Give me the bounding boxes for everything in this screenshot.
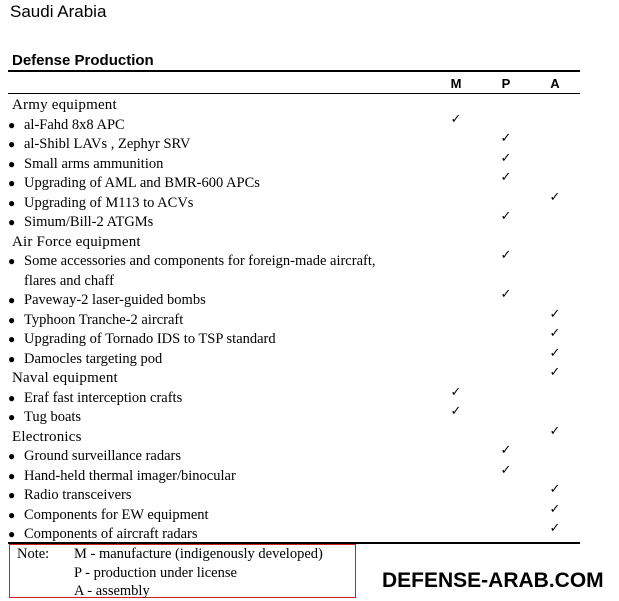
checkmark-icon: ✓	[450, 111, 462, 127]
item-label: Paveway-2 laser-guided bombs	[24, 292, 206, 308]
note-line-license: P - production under license	[74, 565, 237, 581]
column-header-m: M	[450, 76, 462, 91]
checkmark-icon: ✓	[549, 345, 561, 361]
category-row	[0, 233, 619, 253]
category-row	[0, 365, 619, 389]
table-row	[0, 248, 619, 291]
category-label: Naval equipment	[12, 370, 118, 386]
top-rule	[8, 70, 580, 72]
category-row	[0, 96, 619, 116]
table-row	[0, 345, 619, 370]
table-row	[0, 131, 619, 155]
item-label: Tug boats	[24, 409, 82, 425]
checkmark-icon: ✓	[500, 170, 512, 185]
bullet-icon: ●	[8, 488, 16, 502]
table-row	[0, 111, 619, 136]
table-row	[0, 404, 619, 428]
bullet-icon: ●	[8, 507, 16, 522]
note-line-manufacture: M - manufacture (indigenously developed)	[74, 546, 323, 562]
bullet-icon: ●	[8, 117, 16, 132]
checkmark-icon: ✓	[500, 209, 512, 224]
checkmark-icon: ✓	[549, 521, 561, 536]
checkmark-icon: ✓	[500, 131, 512, 146]
item-label: Some accessories and components for foreign-made aircraft,	[24, 253, 376, 269]
checkmark-icon: ✓	[450, 384, 462, 400]
item-label: Upgrading of Tornado IDS to TSP standard	[24, 331, 276, 347]
table-row	[0, 462, 619, 487]
table-row	[0, 189, 619, 214]
checkmark-icon: ✓	[549, 365, 561, 380]
checkmark-icon: ✓	[549, 189, 561, 205]
checkmark-icon: ✓	[500, 287, 512, 302]
bullet-icon: ●	[8, 215, 16, 229]
header-rule	[8, 93, 580, 94]
checkmark-icon: ✓	[549, 423, 561, 439]
category-row	[0, 423, 619, 448]
bullet-icon: ●	[8, 293, 16, 307]
item-label: Radio transceivers	[24, 487, 132, 503]
item-label: Upgrading of AML and BMR-600 APCs	[24, 175, 260, 191]
table-row	[0, 501, 619, 526]
bullet-icon: ●	[8, 410, 16, 424]
table-row	[0, 482, 619, 506]
item-label: Small arms ammunition	[24, 155, 164, 172]
item-label: al-Fahd 8x8 APC	[24, 116, 125, 133]
item-label: Components for EW equipment	[24, 506, 209, 523]
bullet-icon: ●	[8, 254, 16, 268]
item-label: Simum/Bill-2 ATGMs	[24, 214, 154, 230]
bullet-icon: ●	[8, 351, 16, 366]
checkmark-icon: ✓	[500, 443, 512, 458]
note-box	[9, 544, 356, 598]
item-label: Typhoon Tranche-2 aircraft	[24, 311, 184, 328]
checkmark-icon: ✓	[500, 150, 512, 166]
checkmark-icon: ✓	[549, 326, 561, 341]
category-label: Air Force equipment	[12, 233, 141, 250]
section-title: Defense Production	[12, 52, 154, 69]
table-row	[0, 209, 619, 233]
bullet-icon: ●	[8, 312, 16, 327]
bullet-icon: ●	[8, 195, 16, 210]
table-row	[0, 170, 619, 194]
bullet-icon: ●	[8, 156, 16, 171]
bullet-icon: ●	[8, 332, 16, 346]
table-row	[0, 326, 619, 350]
table-row	[0, 150, 619, 175]
bullet-icon: ●	[8, 468, 16, 483]
item-label: Damocles targeting pod	[24, 350, 163, 367]
note-line-assembly: A - assembly	[74, 583, 150, 599]
checkmark-icon: ✓	[500, 462, 512, 478]
bullet-icon: ●	[8, 137, 16, 151]
table-row	[0, 306, 619, 331]
checkmark-icon: ✓	[500, 248, 512, 263]
column-header-a: A	[550, 76, 560, 91]
item-label: Hand-held thermal imager/binocular	[24, 467, 236, 484]
item-label: Eraf fast interception crafts	[24, 389, 183, 406]
item-label: Ground surveillance radars	[24, 448, 182, 464]
table-row	[0, 287, 619, 311]
table-row	[0, 384, 619, 409]
item-label-continued: flares and chaff	[24, 272, 114, 289]
country-title: Saudi Arabia	[10, 2, 107, 21]
checkmark-icon: ✓	[450, 404, 462, 419]
column-header-p: P	[501, 76, 511, 91]
item-label: al-Shibl LAVs , Zephyr SRV	[24, 136, 191, 152]
checkmark-icon: ✓	[549, 306, 561, 322]
note-label: Note:	[17, 546, 50, 562]
checkmark-icon: ✓	[549, 482, 561, 497]
category-label: Army equipment	[12, 97, 117, 113]
category-label: Electronics	[12, 428, 82, 445]
bullet-icon: ●	[8, 390, 16, 405]
bullet-icon: ●	[8, 449, 16, 463]
table-row	[0, 443, 619, 467]
item-label: Components of aircraft radars	[24, 526, 198, 542]
watermark-text: DEFENSE-ARAB.COM	[382, 569, 604, 592]
checkmark-icon: ✓	[549, 501, 561, 517]
bullet-icon: ●	[8, 527, 16, 541]
item-label: Upgrading of M113 to ACVs	[24, 194, 194, 211]
production-table	[0, 96, 619, 545]
bullet-icon: ●	[8, 176, 16, 190]
